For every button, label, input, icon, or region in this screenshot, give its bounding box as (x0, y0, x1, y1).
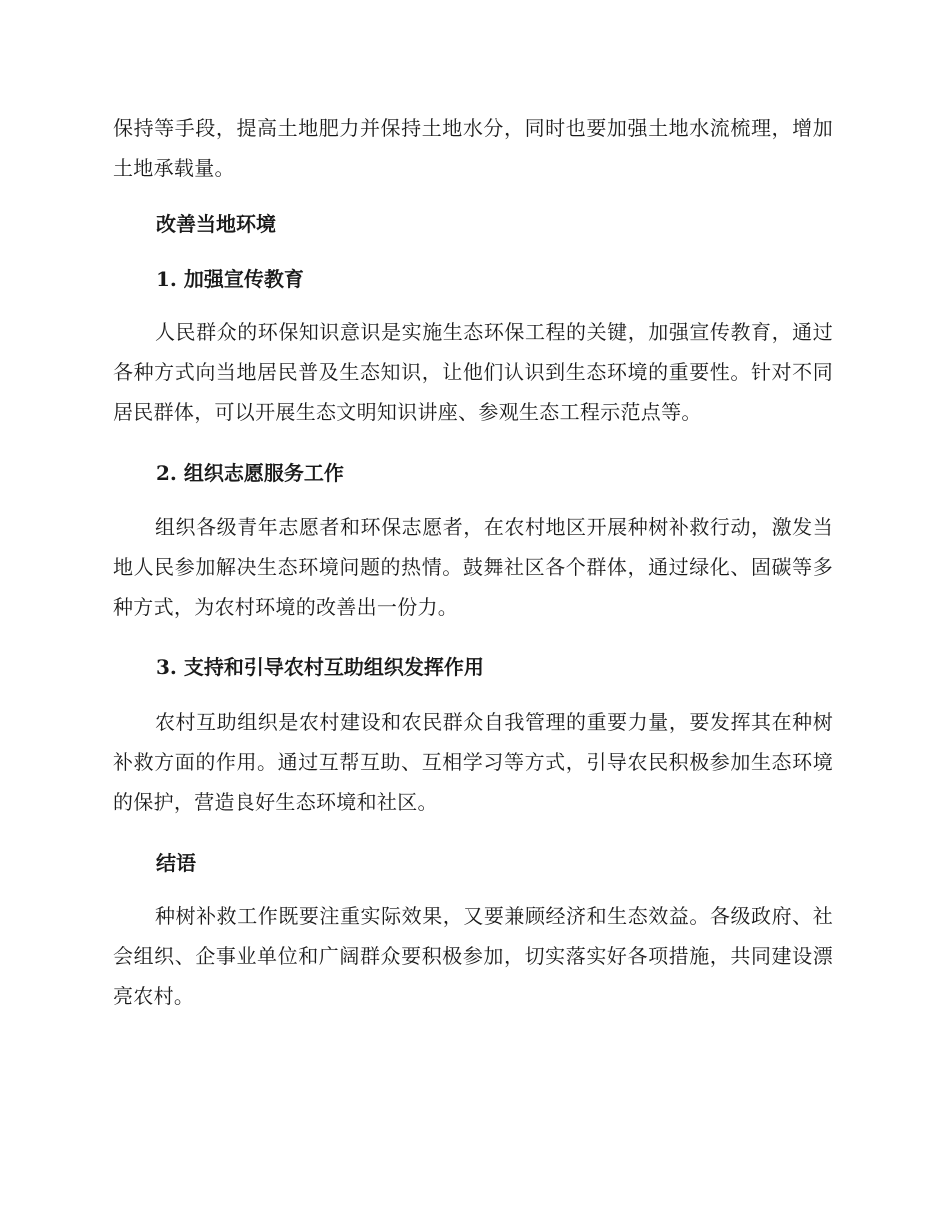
paragraph-text: 农村互助组织是农村建设和农民群众自我管理的重要力量，要发挥其在种树补救方面的作用。通过互帮互助、互相学习等方式，引导农民积极参加生态环境的保护，营造良好生态环境和社区。 (113, 710, 833, 814)
paragraph-text: 人民群众的环保知识意识是实施生态环保工程的关键，加强宣传教育，通过各种方式向当地居民普及生态知识，让他们认识到生态环境的重要性。针对不同居民群体，可以开展生态文明知识讲座、参观生态工程示范点等。 (113, 320, 833, 424)
paragraph-text: 组织各级青年志愿者和环保志愿者，在农村地区开展种树补救行动，激发当地人民参加解决生态环境问题的热情。鼓舞社区各个群体，通过绿化、固碳等多种方式，为农村环境的改善出一份力。 (113, 515, 833, 619)
paragraph-1 (113, 312, 833, 432)
paragraph-text: 保持等手段，提高土地肥力并保持土地水分，同时也要加强土地水流梳理，增加土地承载量。 (113, 116, 833, 180)
paragraph-3 (113, 702, 833, 822)
paragraph-text: 种树补救工作既要注重实际效果，又要兼顾经济和生态效益。各级政府、社会组织、企事业单位和广阔群众要积极参加，切实落实好各项措施，共同建设漂亮农村。 (113, 904, 833, 1008)
paragraph-2 (113, 507, 833, 627)
paragraph-conclusion (113, 896, 833, 1016)
paragraph-continued (113, 108, 833, 188)
subheading-1: 1. 加强宣传教育 (156, 267, 304, 291)
section-heading-improve-environment: 改善当地环境 (156, 212, 276, 236)
section-heading-conclusion: 结语 (156, 851, 196, 875)
subheading-3: 3. 支持和引导农村互助组织发挥作用 (156, 655, 484, 679)
subheading-2: 2. 组织志愿服务工作 (156, 461, 344, 485)
